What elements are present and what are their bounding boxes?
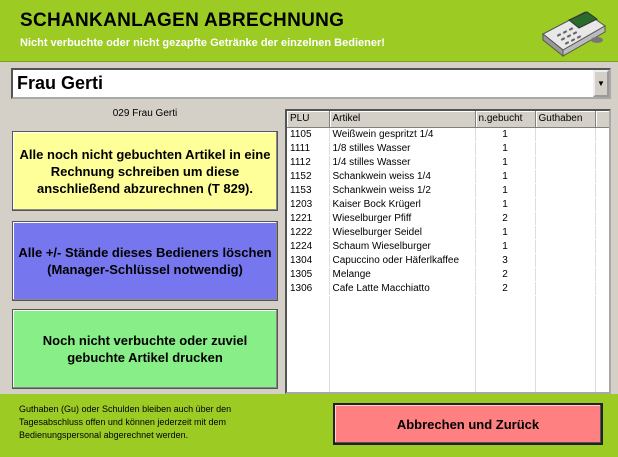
table-row[interactable] [287,169,611,183]
cell-ngebucht: 2 [475,211,535,225]
column-header-artikel[interactable]: Artikel [329,111,475,127]
cell-artikel: Capuccino oder Häferlkaffee [329,253,475,267]
empty-cell [329,295,475,394]
cell-artikel: Wieselburger Seidel [329,225,475,239]
chevron-down-icon[interactable]: ▼ [593,70,609,97]
table-row[interactable] [287,281,611,295]
cell-spacer [595,225,611,239]
footer-note: Guthaben (Gu) oder Schulden bleiben auch über den Tagesabschluss offen und können jederzeit mit dem Bedienungspersonal abgerechnet werden. [19,404,232,440]
cancel-button[interactable]: Abbrechen und Zurück [333,403,603,445]
cell-ngebucht: 1 [475,197,535,211]
empty-cell [475,295,535,394]
cell-guthaben [535,155,595,169]
table-row[interactable] [287,225,611,239]
cell-spacer [595,197,611,211]
cell-spacer [595,155,611,169]
cell-plu: 1222 [287,225,329,239]
cell-artikel: Wieselburger Pfiff [329,211,475,225]
cell-guthaben [535,197,595,211]
table-row[interactable] [287,253,611,267]
cell-plu: 1305 [287,267,329,281]
table-row[interactable] [287,267,611,281]
table-header-row [287,111,611,127]
cell-guthaben [535,141,595,155]
cell-guthaben [535,127,595,141]
cell-spacer [595,239,611,253]
cell-artikel: Schaum Wieselburger [329,239,475,253]
table-row[interactable] [287,211,611,225]
cell-guthaben [535,183,595,197]
waiter-select-value: Frau Gerti [17,73,104,93]
cell-spacer [595,267,611,281]
table-row[interactable] [287,127,611,141]
cell-guthaben [535,253,595,267]
cell-plu: 1224 [287,239,329,253]
cell-plu: 1111 [287,141,329,155]
cell-spacer [595,183,611,197]
column-header-ngebucht[interactable]: n.gebucht [475,111,535,127]
page-title: SCHANKANLAGEN ABRECHNUNG [20,10,345,31]
cell-artikel: Melange [329,267,475,281]
table-row[interactable] [287,183,611,197]
cell-guthaben [535,239,595,253]
cash-register-logo-icon [535,4,609,60]
empty-cell [287,295,329,394]
table-empty-space [287,295,611,394]
selected-waiter-label: 029 Frau Gerti [112,108,178,119]
cell-plu: 1105 [287,127,329,141]
cell-guthaben [535,281,595,295]
table-row[interactable] [287,239,611,253]
waiter-select[interactable] [11,68,611,99]
cell-artikel: Weißwein gespritzt 1/4 [329,127,475,141]
cell-guthaben [535,169,595,183]
table-row[interactable] [287,141,611,155]
table-row[interactable] [287,155,611,169]
cell-plu: 1306 [287,281,329,295]
cell-plu: 1304 [287,253,329,267]
cell-artikel: Cafe Latte Macchiatto [329,281,475,295]
cell-spacer [595,253,611,267]
page-subtitle: Nicht verbuchte oder nicht gezapfte Getränke der einzelnen Bediener! [20,37,385,49]
cell-ngebucht: 1 [475,127,535,141]
cell-ngebucht: 1 [475,141,535,155]
table-row[interactable] [287,197,611,211]
cell-guthaben [535,225,595,239]
cell-ngebucht: 1 [475,239,535,253]
empty-cell [535,295,595,394]
cell-spacer [595,211,611,225]
cell-artikel: Schankwein weiss 1/4 [329,169,475,183]
cell-ngebucht: 2 [475,281,535,295]
cell-artikel: 1/8 stilles Wasser [329,141,475,155]
cell-ngebucht: 1 [475,169,535,183]
delete-states-button[interactable]: Alle +/- Stände dieses Bedieners löschen (Manager-Schlüssel notwendig) [12,221,278,301]
cell-artikel: Kaiser Bock Krügerl [329,197,475,211]
cell-artikel: 1/4 stilles Wasser [329,155,475,169]
cell-ngebucht: 2 [475,267,535,281]
column-header-plu[interactable]: PLU [287,111,329,127]
cell-ngebucht: 1 [475,225,535,239]
cell-spacer [595,141,611,155]
cell-plu: 1112 [287,155,329,169]
empty-cell [595,295,611,394]
cell-spacer [595,281,611,295]
items-table[interactable] [285,109,611,394]
cell-spacer [595,169,611,183]
column-header-spacer [595,111,611,127]
cell-plu: 1152 [287,169,329,183]
cell-plu: 1153 [287,183,329,197]
cell-plu: 1221 [287,211,329,225]
column-header-guthaben[interactable]: Guthaben [535,111,595,127]
cell-ngebucht: 3 [475,253,535,267]
cell-guthaben [535,267,595,281]
cell-artikel: Schankwein weiss 1/2 [329,183,475,197]
print-items-button[interactable]: Noch nicht verbuchte oder zuviel gebuchte Artikel drucken [12,309,278,389]
cell-guthaben [535,211,595,225]
header-bar [0,0,618,62]
cell-spacer [595,127,611,141]
write-invoice-button[interactable]: Alle noch nicht gebuchten Artikel in eine Rechnung schreiben um diese anschließend abzurechnen (T 829). [12,131,278,211]
cell-ngebucht: 1 [475,155,535,169]
cell-plu: 1203 [287,197,329,211]
cell-ngebucht: 1 [475,183,535,197]
